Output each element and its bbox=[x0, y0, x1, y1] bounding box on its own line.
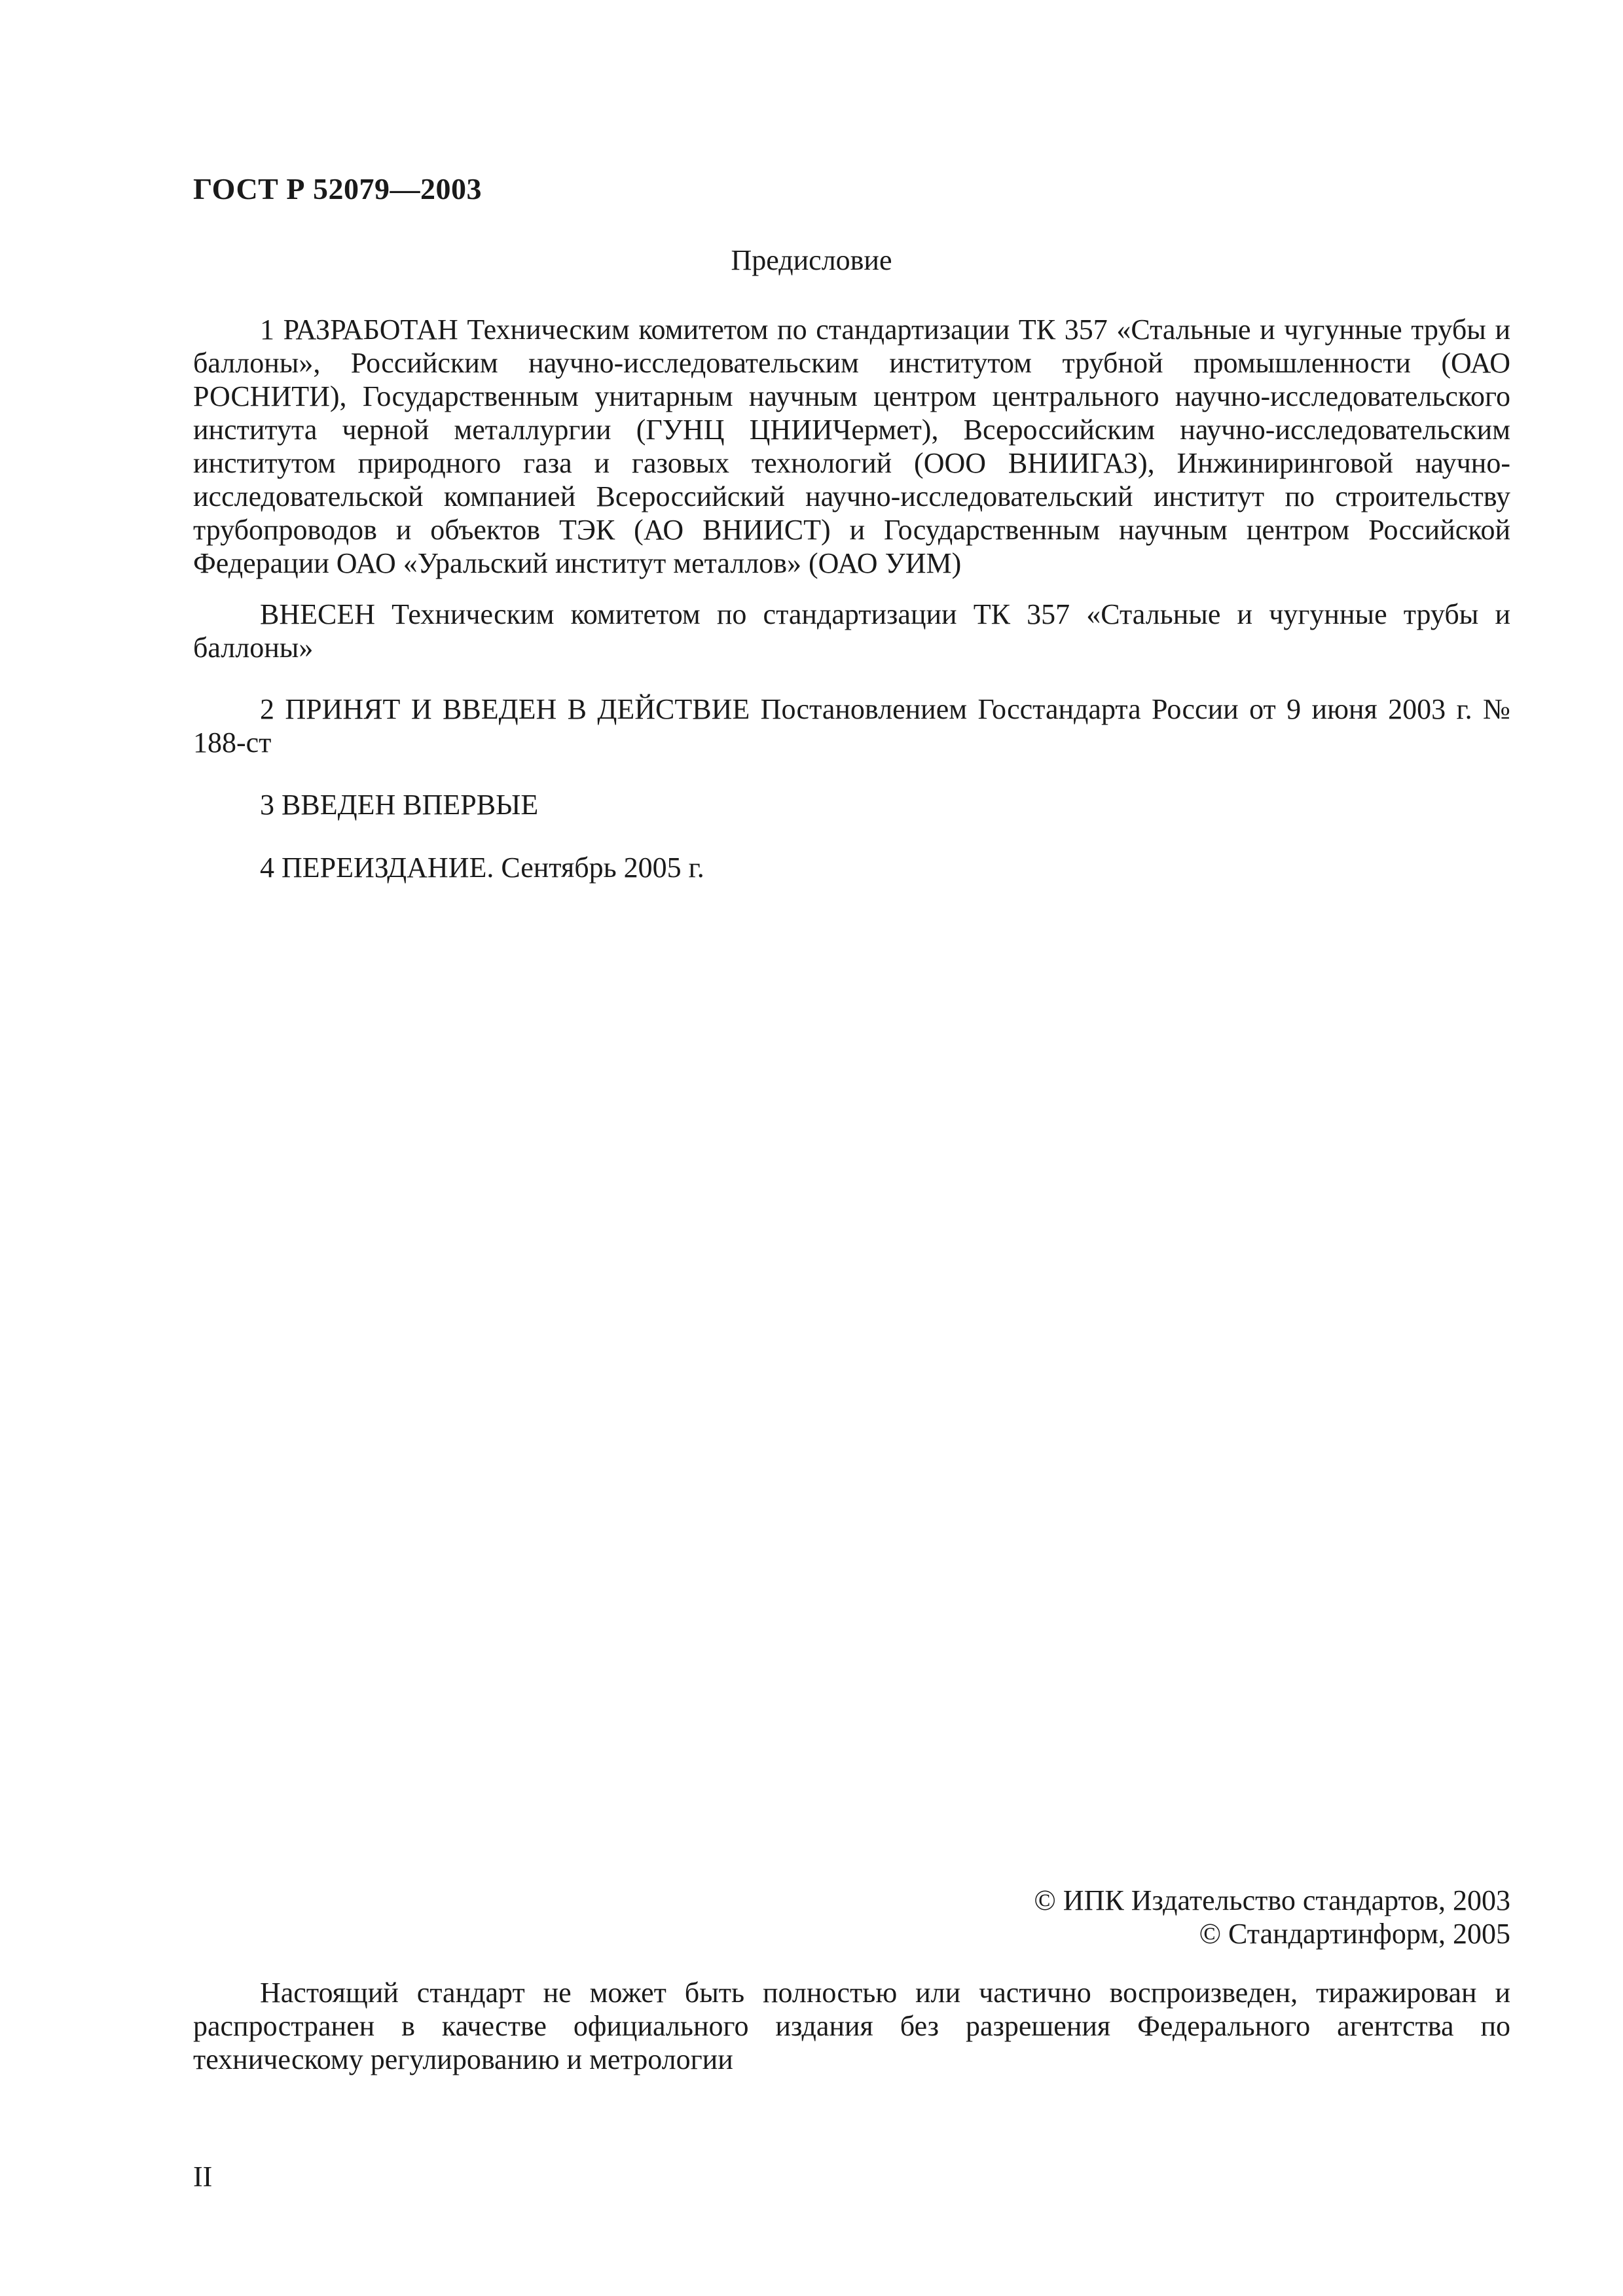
paragraph-reissue: 4 ПЕРЕИЗДАНИЕ. Сентябрь 2005 г. bbox=[260, 852, 704, 884]
paragraph-submitted-by bbox=[193, 598, 1510, 664]
paragraph-text: 2 ПРИНЯТ И ВВЕДЕН В ДЕЙСТВИЕ Постановлением Госстандарта России от 9 июня 2003 г. № 188-ст bbox=[193, 693, 1510, 759]
paragraph-developed-by bbox=[193, 313, 1510, 580]
paragraph-introduced-first: 3 ВВЕДЕН ВПЕРВЫЕ bbox=[260, 789, 539, 821]
section-title: Предисловие bbox=[731, 244, 892, 276]
copyright-line: © Стандартинформ, 2005 bbox=[1199, 1918, 1510, 1950]
paragraph-text: ВНЕСЕН Техническим комитетом по стандартизации ТК 357 «Стальные и чугунные трубы и баллоны» bbox=[193, 598, 1510, 664]
copyright-block bbox=[1034, 1884, 1510, 1950]
notice-text: Настоящий стандарт не может быть полностью или частично воспроизведен, тиражирован и распространен в качестве официального издания без разрешения Федерального агентства по техническому регулированию и метрологии bbox=[193, 1977, 1510, 2075]
page-number: II bbox=[193, 2161, 213, 2193]
document-code: ГОСТ Р 52079—2003 bbox=[193, 172, 482, 206]
paragraph-text: 1 РАЗРАБОТАН Техническим комитетом по стандартизации ТК 357 «Стальные и чугунные трубы и баллоны», Российским научно-исследовательским институтом трубной промышленности (ОАО РОСНИТИ), Государственным унитарным научным центром центрального научно-исследовательского института черной металлургии (ГУНЦ ЦНИИЧермет), Всероссийским научно-исследовательским институтом природного газа и газовых технологий (ООО ВНИИГАЗ), Инжиниринговой научно-исследовательской компанией Всероссийский научно-исследовательский институт по строительству трубопроводов и объектов ТЭК (АО ВНИИСТ) и Государственным научным центром Российской Федерации ОАО «Уральский институт металлов» (ОАО УИМ) bbox=[193, 314, 1510, 579]
copyright-line: © ИПК Издательство стандартов, 2003 bbox=[1034, 1884, 1510, 1916]
paragraph-adopted bbox=[193, 692, 1510, 759]
reproduction-notice bbox=[193, 1976, 1510, 2076]
